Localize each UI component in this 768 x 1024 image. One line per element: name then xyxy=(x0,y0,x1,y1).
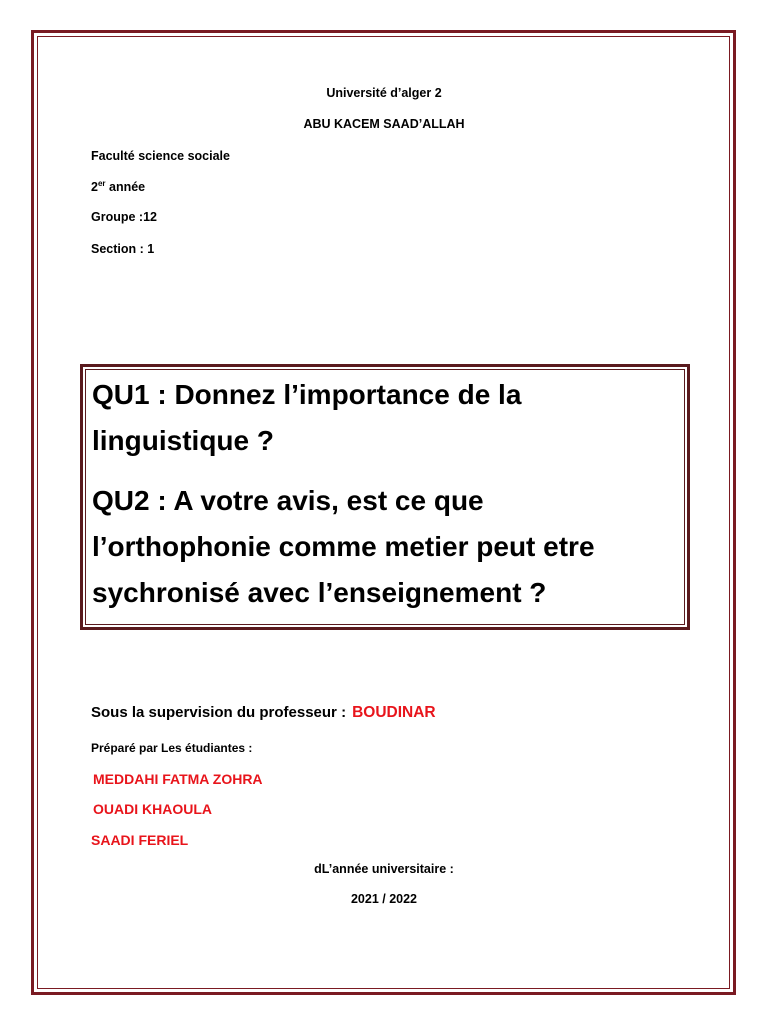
question-2-line-1: QU2 : A votre avis, est ce que xyxy=(92,485,484,516)
academic-year-label: dL’année universitaire : xyxy=(314,862,454,876)
group-label: Groupe :12 xyxy=(91,210,157,224)
question-2-line-3: sychronisé avec l’enseignement ? xyxy=(92,577,547,608)
section-label: Section : 1 xyxy=(91,242,155,256)
supervision-label: Sous la supervision du professeur xyxy=(91,704,337,721)
student-name-2: OUADI KHAOULA xyxy=(93,801,212,817)
question-1-line-1: QU1 : Donnez l’importance de la xyxy=(92,379,522,410)
academic-year-value: 2021 / 2022 xyxy=(350,892,418,906)
faculty-label: Faculté science sociale xyxy=(91,149,230,163)
university-title: Université d’alger 2 xyxy=(326,86,442,100)
year-label: année xyxy=(105,180,146,194)
student-name-1: MEDDAHI FATMA ZOHRA xyxy=(93,771,263,787)
student-name-3: SAADI FERIEL xyxy=(91,832,189,848)
question-2 xyxy=(92,478,595,616)
question-1-line-2: linguistique ? xyxy=(92,425,274,456)
university-name: ABU KACEM SAAD’ALLAH xyxy=(303,117,465,131)
supervision-line xyxy=(91,704,436,722)
year-suffix: er xyxy=(97,179,106,188)
year-of-study xyxy=(91,179,145,194)
professor-name: BOUDINAR xyxy=(352,704,436,721)
year-number: 2 xyxy=(91,180,98,194)
question-1 xyxy=(92,372,521,464)
questions-box xyxy=(80,364,690,630)
supervision-separator: : xyxy=(336,704,347,721)
question-2-line-2: l’orthophonie comme metier peut etre xyxy=(92,531,595,562)
students-label: Préparé par Les étudiantes : xyxy=(91,741,253,755)
